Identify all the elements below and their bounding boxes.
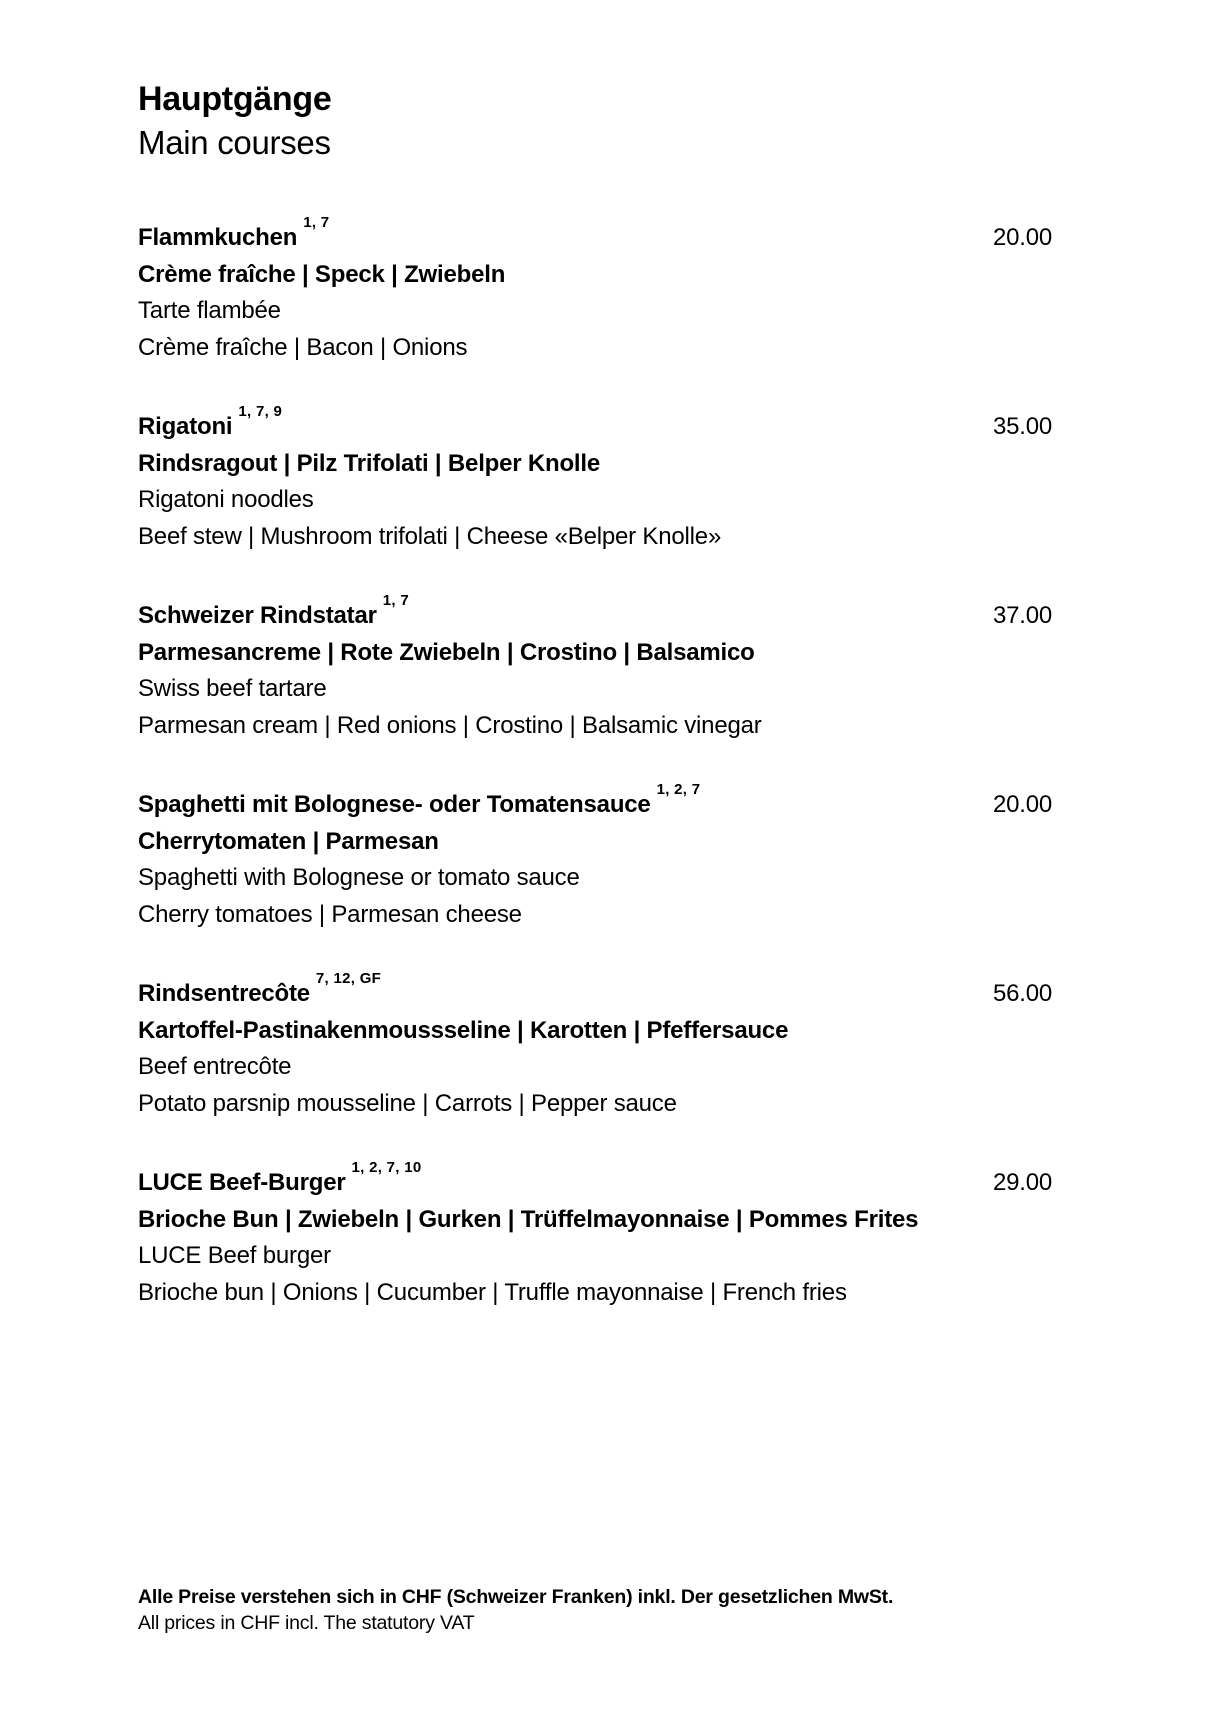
dish-ingredients-english: Potato parsnip mousseline | Carrots | Pepper sauce — [138, 1089, 677, 1117]
dish-name-english: Swiss beef tartare — [138, 675, 327, 702]
dish-ingredients-english: Parmesan cream | Red onions | Crostino | Balsamic vinegar — [138, 711, 762, 739]
dish-item — [138, 1159, 1052, 1311]
dish-ingredients-german: Rindsragout | Pilz Trifolati | Belper Knolle — [138, 449, 601, 477]
dish-title-row — [138, 592, 1052, 635]
dish-name-german: Spaghetti mit Bolognese- oder Tomatensauce — [138, 791, 651, 818]
dish-allergen-numbers: 1, 2, 7, 10 — [351, 1159, 422, 1176]
dish-ingredients-english: Crème fraîche | Bacon | Onions — [138, 333, 468, 361]
dish-name-english: Spaghetti with Bolognese or tomato sauce — [138, 864, 580, 891]
dish-ingredients-english: Cherry tomatoes | Parmesan cheese — [138, 900, 522, 928]
dish-name-german: Rigatoni — [138, 413, 233, 440]
dish-price: 29.00 — [992, 1169, 1052, 1196]
dish-title — [138, 214, 329, 257]
dish-title — [138, 592, 409, 635]
dish-ingredients-german: Cherrytomaten | Parmesan — [138, 827, 439, 855]
dish-ingredients-german: Crème fraîche | Speck | Zwiebeln — [138, 260, 506, 288]
dish-ingredients-english: Beef stew | Mushroom trifolati | Cheese «Belper Knolle» — [138, 522, 722, 550]
dish-item — [138, 403, 1052, 555]
dish-title-row — [138, 970, 1052, 1013]
dish-name-german: LUCE Beef-Burger — [138, 1169, 346, 1196]
menu-title-german: Hauptgänge — [138, 80, 332, 118]
dish-item — [138, 214, 1052, 366]
footer-note-german: Alle Preise verstehen sich in CHF (Schweizer Franken) inkl. Der gesetzlichen MwSt. — [138, 1586, 894, 1608]
dish-allergen-numbers: 1, 7 — [382, 592, 409, 609]
dish-title — [138, 970, 381, 1013]
dish-ingredients-german: Brioche Bun | Zwiebeln | Gurken | Trüffelmayonnaise | Pommes Frites — [138, 1205, 919, 1233]
footer-note-english: All prices in CHF incl. The statutory VAT — [138, 1612, 475, 1634]
dish-list — [138, 214, 1052, 1311]
dish-title — [138, 403, 282, 446]
dish-title-row — [138, 214, 1052, 257]
dish-name-german: Schweizer Rindstatar — [138, 602, 377, 629]
dish-title-row — [138, 403, 1052, 446]
dish-allergen-numbers: 1, 2, 7 — [656, 781, 701, 798]
dish-title — [138, 781, 700, 824]
dish-name-german: Flammkuchen — [138, 224, 298, 251]
dish-price: 35.00 — [992, 413, 1052, 440]
dish-name-english: Tarte flambée — [138, 297, 281, 324]
dish-name-german: Rindsentrecôte — [138, 980, 310, 1007]
dish-name-english: Beef entrecôte — [138, 1053, 292, 1080]
dish-title-row — [138, 1159, 1052, 1202]
dish-name-english: LUCE Beef burger — [138, 1242, 331, 1269]
dish-ingredients-english: Brioche bun | Onions | Cucumber | Truffle mayonnaise | French fries — [138, 1278, 847, 1306]
menu-footer — [138, 1584, 1122, 1636]
dish-ingredients-german: Kartoffel-Pastinakenmoussseline | Karotten | Pfeffersauce — [138, 1016, 789, 1044]
dish-item — [138, 781, 1052, 933]
dish-price: 20.00 — [992, 791, 1052, 818]
dish-allergen-numbers: 1, 7 — [303, 214, 330, 231]
dish-allergen-numbers: 7, 12, GF — [315, 970, 382, 987]
dish-name-english: Rigatoni noodles — [138, 486, 314, 513]
menu-title-english: Main courses — [138, 124, 331, 161]
dish-item — [138, 970, 1052, 1122]
menu-header — [138, 78, 1052, 164]
dish-item — [138, 592, 1052, 744]
dish-title-row — [138, 781, 1052, 824]
dish-title — [138, 1159, 422, 1202]
dish-price: 20.00 — [992, 224, 1052, 251]
dish-price: 56.00 — [992, 980, 1052, 1007]
dish-price: 37.00 — [992, 602, 1052, 629]
dish-ingredients-german: Parmesancreme | Rote Zwiebeln | Crostino | Balsamico — [138, 638, 755, 666]
dish-allergen-numbers: 1, 7, 9 — [238, 403, 283, 420]
